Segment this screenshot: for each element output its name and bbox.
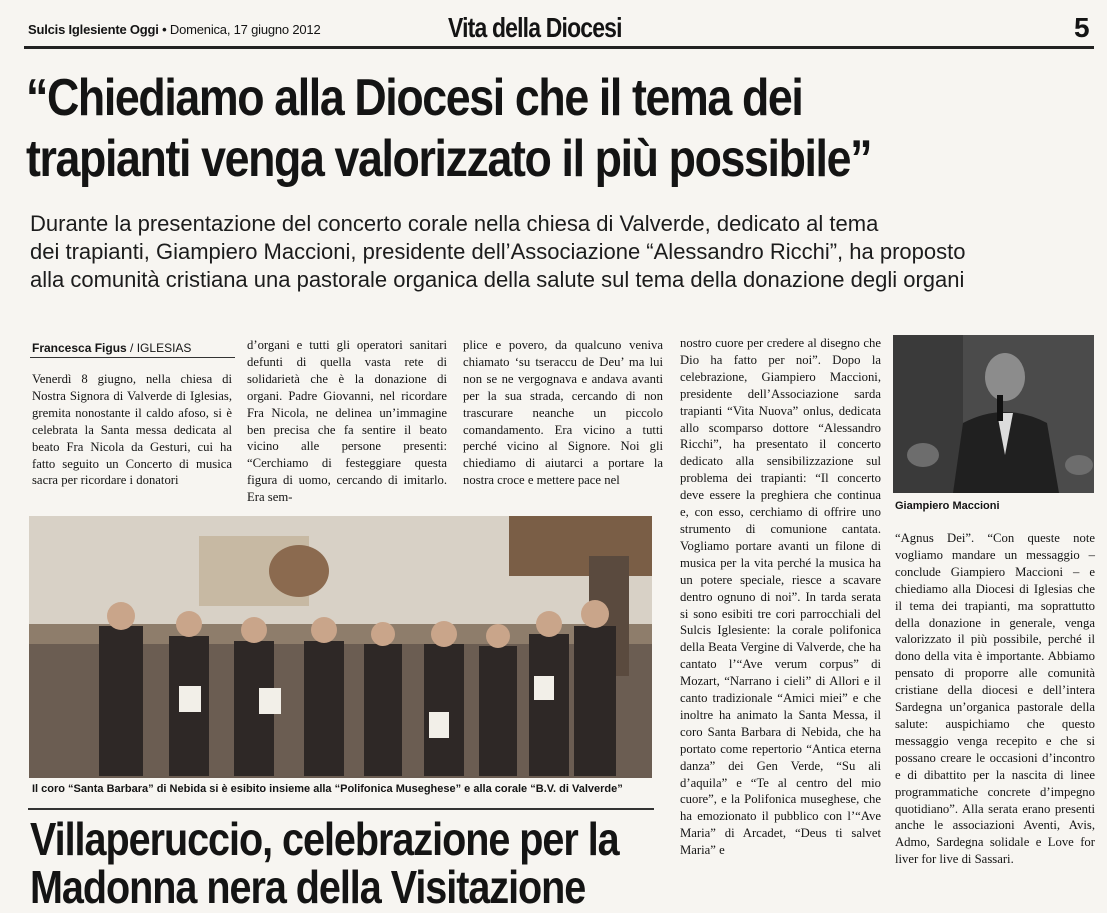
article-column-5: “Agnus Dei”. “Con queste note vogliamo mandare un messaggio – conclude Giampiero Maccioni – e chiediamo alla Diocesi di Iglesias che il tema dei trapianti, ma soprattutto della donazione in generale, venga valorizzato il più possibile, perché il dono della vita è importante. Abbiamo pensato di proporre alle comunità cristiane della diocesi e dell’intera Sardegna un’organica pastorale della salute: auspichiamo che questo messaggio venga recepito e che si possano creare le occasioni d’incontro e di dibattito per la nascita di linee programmatiche concrete d’impegno quotidiano”. Alla serata erano presenti anche le associazioni Aventi, Avis, Admo, Sardegna solidale e Love for liver for live di Sassari. bbox=[895, 531, 1095, 867]
second-headline-line-2: Madonna nera della Visitazione bbox=[30, 861, 586, 913]
second-article-rule bbox=[28, 808, 654, 810]
main-headline bbox=[26, 68, 951, 190]
byline-place: / IGLESIAS bbox=[126, 341, 192, 355]
headline-line-1: “Chiediamo alla Diocesi che il tema dei bbox=[26, 69, 803, 127]
section-title: Vita della Diocesi bbox=[448, 12, 622, 43]
speaker-silhouette bbox=[893, 335, 1094, 493]
group-photo-caption: Il coro “Santa Barbara” di Nebida si è esibito insieme alla “Polifonica Museghese” e alla corale “B.V. di Valverde” bbox=[32, 783, 623, 795]
second-headline bbox=[30, 815, 649, 911]
subtitle-line-1: Durante la presentazione del concerto corale nella chiesa di Valverde, dedicato al tema bbox=[30, 211, 879, 236]
article-subtitle bbox=[30, 210, 1090, 294]
masthead bbox=[28, 22, 321, 37]
issue-date: Domenica, 17 giugno 2012 bbox=[169, 22, 321, 37]
choir-group-photo bbox=[29, 516, 652, 778]
article-column-2: d’organi e tutti gli operatori sanitari defunti di quella vasta rete di solidarietà che è la donazione di organi. Padre Giovanni, nel ricordare Fra Nicola, ne delinea un’immagine ben precisa che fa sentire il beato vicino alle persone presenti: “Cerchiamo di festeggiare questa figura di uomo, cercando di imitarlo. Era sem- bbox=[247, 338, 447, 505]
header-rule bbox=[24, 46, 1094, 49]
portrait-photo bbox=[893, 335, 1094, 493]
byline-rule bbox=[30, 357, 235, 358]
masthead-bullet: • bbox=[162, 22, 167, 37]
newspaper-name: Sulcis Iglesiente Oggi bbox=[28, 22, 159, 37]
choir-scene bbox=[29, 516, 652, 778]
second-headline-line-1: Villaperuccio, celebrazione per la bbox=[30, 813, 619, 865]
article-column-4: nostro cuore per credere al disegno che Dio ha fatto per noi”. Dopo la celebrazione, Giampiero Maccioni, presidente dell’Associazione sarda trapianti “Vita Nuova” onlus, dedicata allo scomparso dottore “Alessandro Ricchi”, ha presentato il concerto dedicato alla sensibilizzazione sul problema dei trapianti: “Il concerto deve essere la preghiera che continua e, con esso, cerchiamo di offrire uno strumento di comunione cantata. Vogliamo portare avanti un filone di musica per la vita perché la musica ha un potere speciale, riesce a scavare dentro ognuno di noi”. In tarda serata si sono esibiti tre cori parrocchiali del Sulcis Iglesiente: la corale polifonica della Beata Vergine di Valverde, che ha cantato l’“Ave verum corpus” di Mozart, “Narrano i cieli” di Allori e il canto tradizionale “Amici miei” e che inoltre ha animato la Santa Messa, il coro Santa Barbara di Nebida, che ha portato come repertorio “Antica eterna danza” dei Gen Verde, “Su ali d’aquila” e “Te al centro del mio cuore”, e la Polifonica museghese, che ha emozionato il pubblico con l’“Ave Maria” di Arcadet, “Deus ti salvet Maria” e bbox=[680, 336, 881, 858]
portrait-caption: Giampiero Maccioni bbox=[895, 500, 1000, 512]
headline-line-2: trapianti venga valorizzato il più possibile” bbox=[26, 130, 872, 188]
byline bbox=[32, 341, 191, 355]
article-column-3: plice e povero, da qualcuno veniva chiamato ‘su tseraccu de Deu’ ma lui non se ne vergognava e andava avanti per la sua strada, cercando di non trascurare neanche un piccolo comandamento. Era vicino a tutti perché vicino al Signore. Noi gli chiediamo di aiutarci a portare la nostra croce e mettere pace nel bbox=[463, 338, 663, 488]
subtitle-line-2: dei trapianti, Giampiero Maccioni, presidente dell’Associazione “Alessandro Ricchi”, ha proposto bbox=[30, 239, 966, 264]
subtitle-line-3: alla comunità cristiana una pastorale organica della salute sul tema della donazione degli organi bbox=[30, 267, 965, 292]
article-column-1: Venerdì 8 giugno, nella chiesa di Nostra Signora di Valverde di Iglesias, gremita nonostante il caldo afoso, si è celebrata la Santa messa dedicata al beato Fra Nicola da Gesturi, cui ha fatto seguito un Concerto di musica sacra per ricordare i donatori bbox=[32, 372, 232, 488]
author-name: Francesca Figus bbox=[32, 341, 127, 355]
page-number: 5 bbox=[1074, 12, 1090, 43]
